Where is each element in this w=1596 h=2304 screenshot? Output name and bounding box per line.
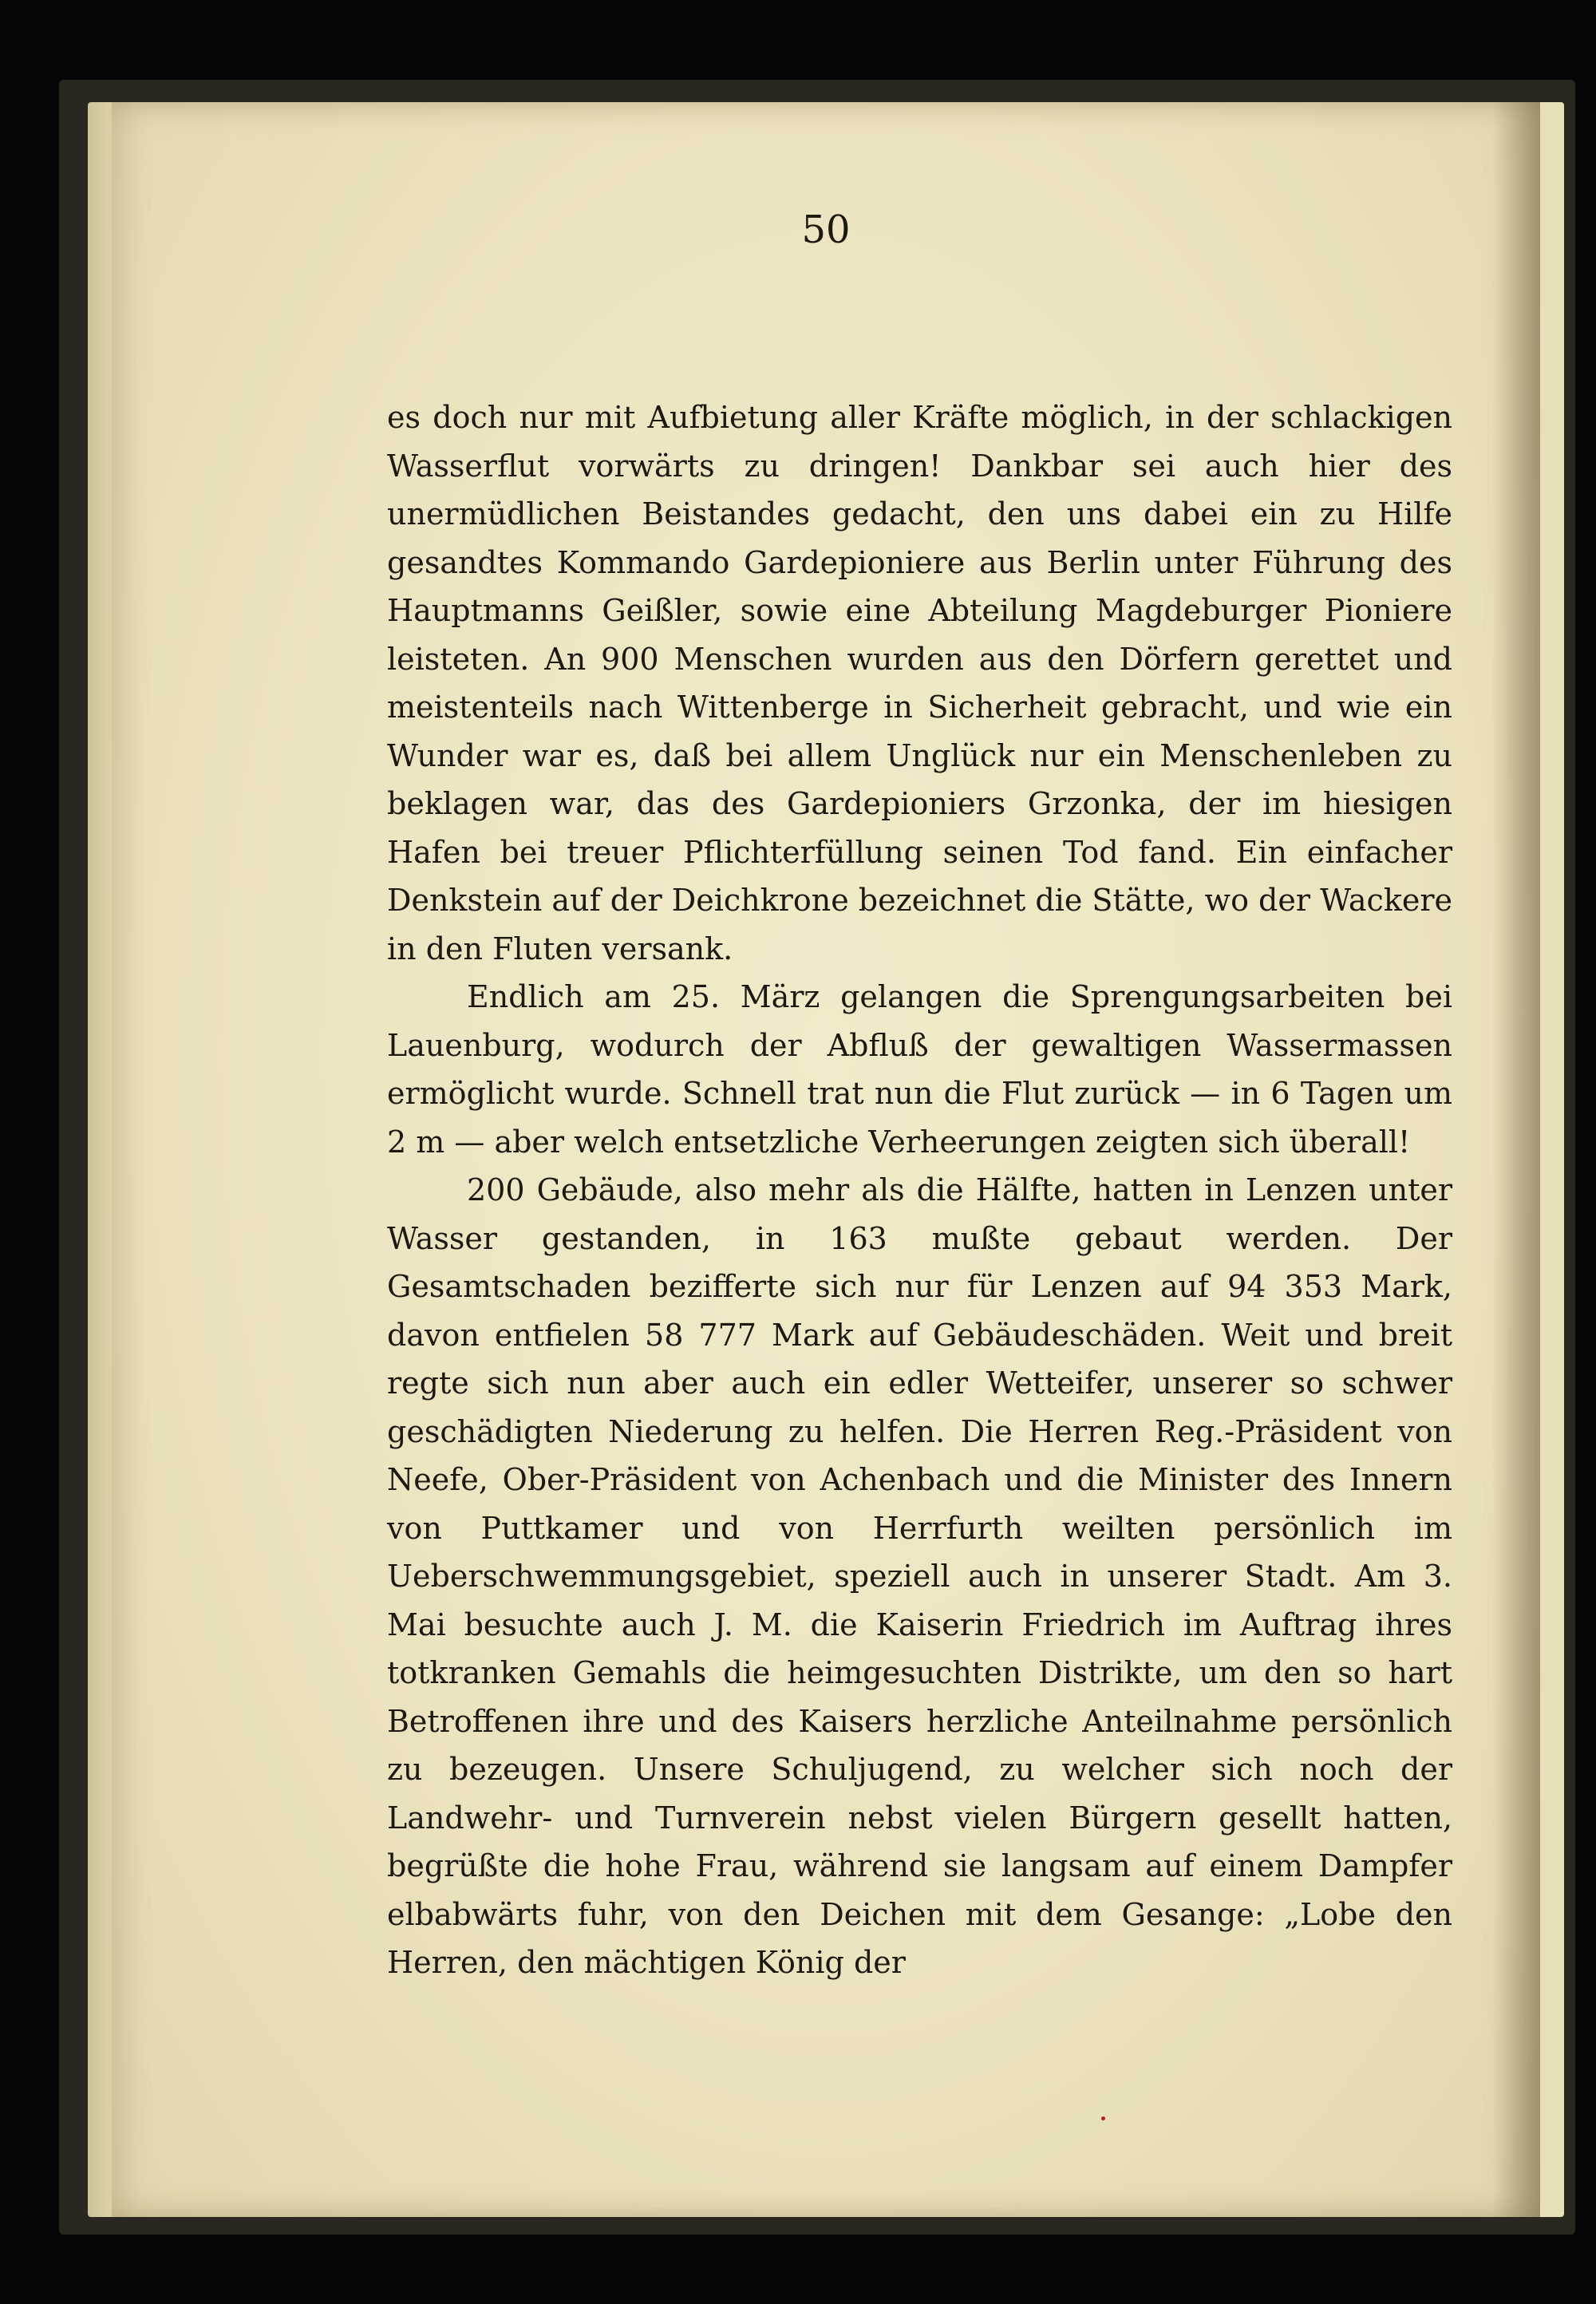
book-page [112,102,1540,2217]
page-number: 50 [801,207,851,252]
gutter-shadow [1492,102,1540,2217]
paragraph-1: es doch nur mit Aufbietung aller Kräfte möglich, in der schlackigen Wasserflut vorwärts zu dringen! Dankbar sei auch hier des unermüdlichen Beistandes gedacht, den uns dabei ein zu Hilfe gesandtes Kommando Gardepioniere aus Berlin unter Führung des Hauptmanns Geißler, sowie eine Abteilung Magdeburger Pioniere leisteten. An 900 Menschen wurden aus den Dörfern gerettet und meistenteils nach Wittenberge in Sicherheit gebracht, und wie ein Wunder war es, daß bei allem Unglück nur ein Menschenleben zu beklagen war, das des Gardepioniers Grzonka, der im hiesigen Hafen bei treuer Pflichterfüllung seinen Tod fand. Ein einfacher Denkstein auf der Deichkrone bezeichnet die Stätte, wo der Wackere in den Fluten versank. [387,400,1452,966]
ink-speck [1101,2116,1105,2120]
paragraph-3: 200 Gebäude, also mehr als die Hälfte, hatten in Lenzen unter Wasser gestanden, in 163 mußte gebaut werden. Der Gesamtschaden bezifferte sich nur für Lenzen auf 94 353 Mark, davon entfielen 58 777 Mark auf Gebäudeschäden. Weit und breit regte sich nun aber auch ein edler Wetteifer, unserer so schwer geschädigten Niederung zu helfen. Die Herren Reg.-Präsident von Neefe, Ober-Präsident von Achenbach und die Minister des Innern von Puttkamer und von Herrfurth weilten persönlich im Ueberschwemmungsgebiet, speziell auch in unserer Stadt. Am 3. Mai besuchte auch J. M. die Kaiserin Friedrich im Auftrag ihres totkranken Gemahls die heimgesuchten Distrikte, um den so hart Betroffenen ihre und des Kaisers herzliche Anteilnahme persönlich zu bezeugen. Unsere Schuljugend, zu welcher sich noch der Landwehr- und Turnverein nebst vielen Bürgern gesellt hatten, begrüßte die hohe Frau, während sie langsam auf einem Dampfer elbabwärts fuhr, von den Deichen mit dem Gesange: „Lobe den Herren, den mächtigen König der [387,1172,1452,1980]
paragraph-2: Endlich am 25. März gelangen die Sprengungsarbeiten bei Lauenburg, wodurch der Abfluß der gewaltigen Wassermassen ermöglicht wurde. Schnell trat nun die Flut zurück — in 6 Tagen um 2 m — aber welch entsetzliche Verheerungen zeigten sich überall! [387,979,1452,1160]
body-text [387,393,1452,1987]
